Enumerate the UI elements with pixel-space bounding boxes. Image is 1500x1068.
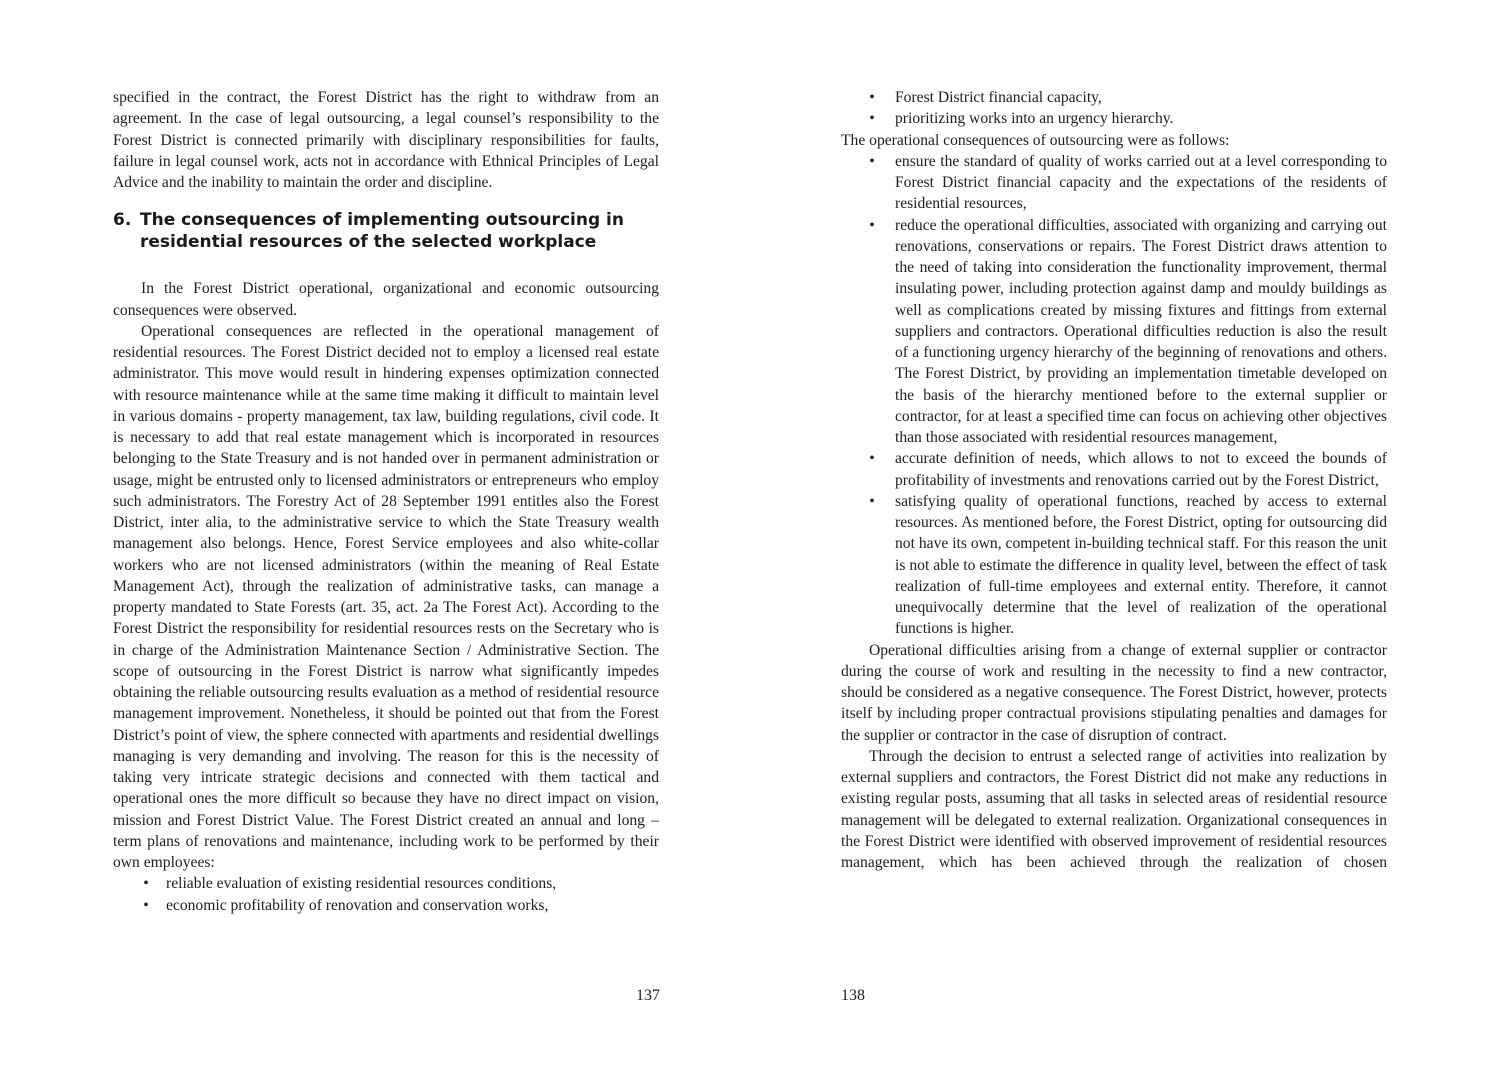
right-paragraph-3: Through the decision to entrust a selected range of activities into realization by external suppliers and contractors, the Forest District did not make any reductions in existing regular posts, assuming that all tasks in selected areas of residential resource management will be delegated to external realization. Organizational consequences in the Forest District were identified with observed improvement of residential resources management, which has been achieved through the realization of chosen xyxy=(841,747,1387,871)
list-item-text: ensure the standard of quality of works carried out at a level corresponding to Forest District financial capacity and the expectations of the residents of residential resources, xyxy=(895,152,1387,213)
bullet-icon: • xyxy=(869,89,875,106)
list-item xyxy=(841,215,1387,449)
list-item-text: reliable evaluation of existing residential resources conditions, xyxy=(166,875,557,893)
section-number: 6. xyxy=(113,210,132,231)
left-paragraph-1: In the Forest District operational, organizational and economic outsourcing consequences were observed. xyxy=(113,280,659,319)
list-item-text: prioritizing works into an urgency hierarchy. xyxy=(895,110,1174,128)
list-item-text: reduce the operational difficulties, associated with organizing and carrying out renovations, conservations or repairs. The Forest District draws attention to the need of taking into consideration the functionality improvement, thermal insulating power, including protection against damp and mouldy buildings as well as complications created by missing fixtures and fittings from external suppliers and contractors. Operational difficulties reduction is also the result of a functioning urgency hierarchy of the beginning of renovations and others. The Forest District, by providing an implementation timetable developed on the basis of the hierarchy mentioned before to the external supplier or contractor, for at least a specified time can focus on achieving other objectives than those associated with residential resources management, xyxy=(895,216,1387,446)
list-item xyxy=(113,895,659,916)
list-item xyxy=(113,873,659,894)
bullet-icon: • xyxy=(869,152,875,170)
right-top-bullet-list xyxy=(841,87,1387,130)
left-bullet-list xyxy=(113,873,659,916)
bullet-icon: • xyxy=(143,875,149,893)
list-item xyxy=(841,491,1387,640)
list-item-text: Forest District financial capacity, xyxy=(895,89,1102,106)
bullet-icon: • xyxy=(869,450,875,468)
list-item xyxy=(841,151,1387,215)
right-bullet-list xyxy=(841,151,1387,640)
left-page xyxy=(113,87,659,916)
page-number-left: 137 xyxy=(636,987,660,1004)
bullet-icon: • xyxy=(143,896,149,914)
bullet-icon: • xyxy=(869,216,875,234)
page-number-right: 138 xyxy=(841,987,865,1004)
list-item xyxy=(841,108,1387,129)
section-title: The consequences of implementing outsourcing in residential resources of the selected workplace xyxy=(140,210,624,253)
list-item xyxy=(841,87,1387,108)
list-item-text: satisfying quality of operational functions, reached by access to external resources. As mentioned before, the Forest District, opting for outsourcing did not have its own, competent in-building technical staff. For this reason the unit is not able to estimate the difference in quality level, between the effect of task realization of full-time employees and external entity. Therefore, it cannot unequivocally determine that the level of realization of the operational functions is higher. xyxy=(895,492,1387,638)
right-paragraph-2: Operational difficulties arising from a change of external supplier or contractor during the course of work and resulting in the necessity to find a new contractor, should be considered as a negative consequence. The Forest District, however, protects itself by including proper contractual provisions stipulating penalties and damages for the supplier or contractor in the case of disruption of contract. xyxy=(841,641,1387,744)
list-item xyxy=(841,448,1387,491)
right-page xyxy=(841,87,1387,873)
left-intro-paragraph: specified in the contract, the Forest District has the right to withdraw from an agreement. In the case of legal outsourcing, a legal counsel’s responsibility to the Forest District is connected primarily with disciplinary responsibilities for faults, failure in legal counsel work, acts not in accordance with Ethnical Principles of Legal Advice and the inability to maintain the order and discipline. xyxy=(113,89,659,191)
list-item-text: accurate definition of needs, which allows to not to exceed the bounds of profitability of investments and renovations carried out by the Forest District, xyxy=(895,450,1387,489)
section-heading xyxy=(113,209,659,253)
bullet-icon: • xyxy=(869,492,875,510)
bullet-icon: • xyxy=(869,110,875,128)
list-item-text: economic profitability of renovation and conservation works, xyxy=(166,896,549,914)
left-paragraph-2: Operational consequences are reflected in the operational management of residential resources. The Forest District decided not to employ a licensed real estate administrator. This move would result in hindering expenses optimization connected with resource maintenance while at the same time making it difficult to maintain level in various domains - property management, tax law, building regulations, civil code. It is necessary to add that real estate management which is incorporated in resources belonging to the State Treasury and is not handed over in permanent administration or usage, might be entrusted only to licensed administrators or entrepreneurs who employ such administrators. The Forestry Act of 28 September 1991 entitles also the Forest District, inter alia, to the administrative service to which the State Treasury wealth management also belongs. Hence, Forest Service employees and also white-collar workers who are not licensed administrators (within the meaning of Real Estate Management Act), through the realization of administrative tasks, can manage a property mandated to State Forests (art. 35, act. 2a The Forest Act). According to the Forest District the responsibility for residential resources rests on the Secretary who is in charge of the Administration Maintenance Section / Administrative Section. The scope of outsourcing in the Forest District is narrow what significantly impedes obtaining the reliable outsourcing results evaluation as a method of residential resource management improvement. Nonetheless, it should be pointed out that from the Forest District’s point of view, the sphere connected with apartments and residential dwellings managing is very demanding and involving. The reason for this is the necessity of taking very intricate strategic decisions and connected with them tactical and operational ones the more difficult so because they have no direct impact on vision, mission and Forest District Value. The Forest District created an annual and long – term plans of renovations and maintenance, including work to be performed by their own employees: xyxy=(113,322,659,871)
right-paragraph-1: The operational consequences of outsourcing were as follows: xyxy=(841,131,1230,149)
